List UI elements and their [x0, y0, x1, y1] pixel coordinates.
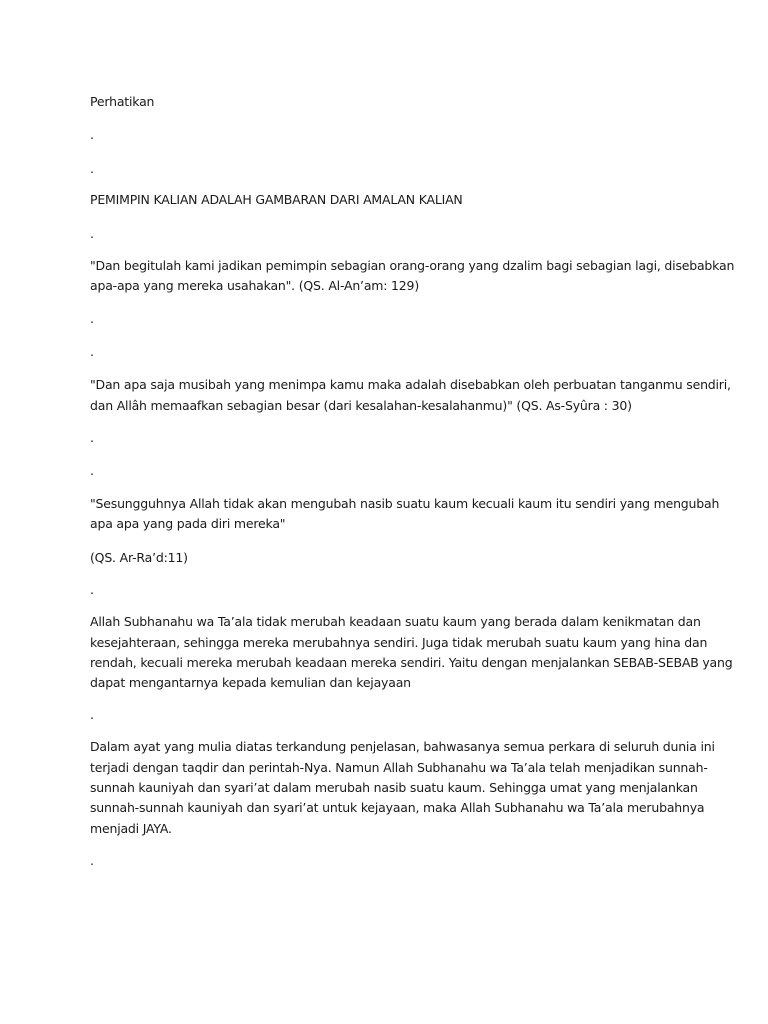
dot-separator: .: [90, 311, 94, 326]
dot-separator: .: [90, 463, 94, 478]
paragraph-line: rendah, kecuali mereka merubah keadaan mereka sendiri. Yaitu dengan menjalankan SEBAB-SEBAB yang: [90, 655, 733, 670]
quote-reference: (QS. Ar-Ra’d:11): [90, 550, 188, 565]
quote-line: "Sesungguhnya Allah tidak akan mengubah nasib suatu kaum kecuali kaum itu sendiri yang mengubah: [90, 496, 720, 511]
paragraph-line: terjadi dengan taqdir dan perintah-Nya. Namun Allah Subhanahu wa Ta’ala telah menjadikan sunnah-: [90, 760, 708, 775]
quote-line: "Dan begitulah kami jadikan pemimpin sebagian orang-orang yang dzalim bagi sebagian lagi, disebabkan: [90, 258, 735, 273]
dot-separator: .: [90, 707, 94, 722]
dot-separator: .: [90, 226, 94, 241]
paragraph-line: Allah Subhanahu wa Ta’ala tidak merubah keadaan suatu kaum yang berada dalam kenikmatan dan: [90, 614, 701, 629]
paragraph-line: sunnah-sunnah kauniyah dan syari’at untuk kejayaan, maka Allah Subhanahu wa Ta’ala merubahnya: [90, 800, 705, 815]
quote-line: apa apa yang pada diri mereka": [90, 516, 286, 531]
paragraph-line: sunnah kauniyah dan syari’at dalam merubah nasib suatu kaum. Sehingga umat yang menjalankan: [90, 780, 698, 795]
heading: Perhatikan: [90, 94, 155, 109]
paragraph-line: kesejahteraan, sehingga mereka merubahnya sendiri. Juga tidak merubah suatu kaum yang hina dan: [90, 635, 708, 650]
paragraph-line: Dalam ayat yang mulia diatas terkandung penjelasan, bahwasanya semua perkara di seluruh dunia ini: [90, 739, 715, 754]
dot-separator: .: [90, 853, 94, 868]
dot-separator: .: [90, 161, 94, 176]
quote-line: apa-apa yang mereka usahakan". (QS. Al-An’am: 129): [90, 278, 419, 293]
dot-separator: .: [90, 344, 94, 359]
quote-line: "Dan apa saja musibah yang menimpa kamu maka adalah disebabkan oleh perbuatan tanganmu sendiri,: [90, 377, 731, 392]
quote-line: dan Allâh memaafkan sebagian besar (dari kesalahan-kesalahanmu)" (QS. As-Syûra : 30): [90, 398, 632, 413]
dot-separator: .: [90, 430, 94, 445]
dot-separator: .: [90, 127, 94, 142]
document-title: PEMIMPIN KALIAN ADALAH GAMBARAN DARI AMALAN KALIAN: [90, 192, 463, 207]
paragraph-line: dapat mengantarnya kepada kemulian dan kejayaan: [90, 675, 411, 690]
paragraph-line: menjadi JAYA.: [90, 821, 172, 836]
dot-separator: .: [90, 582, 94, 597]
